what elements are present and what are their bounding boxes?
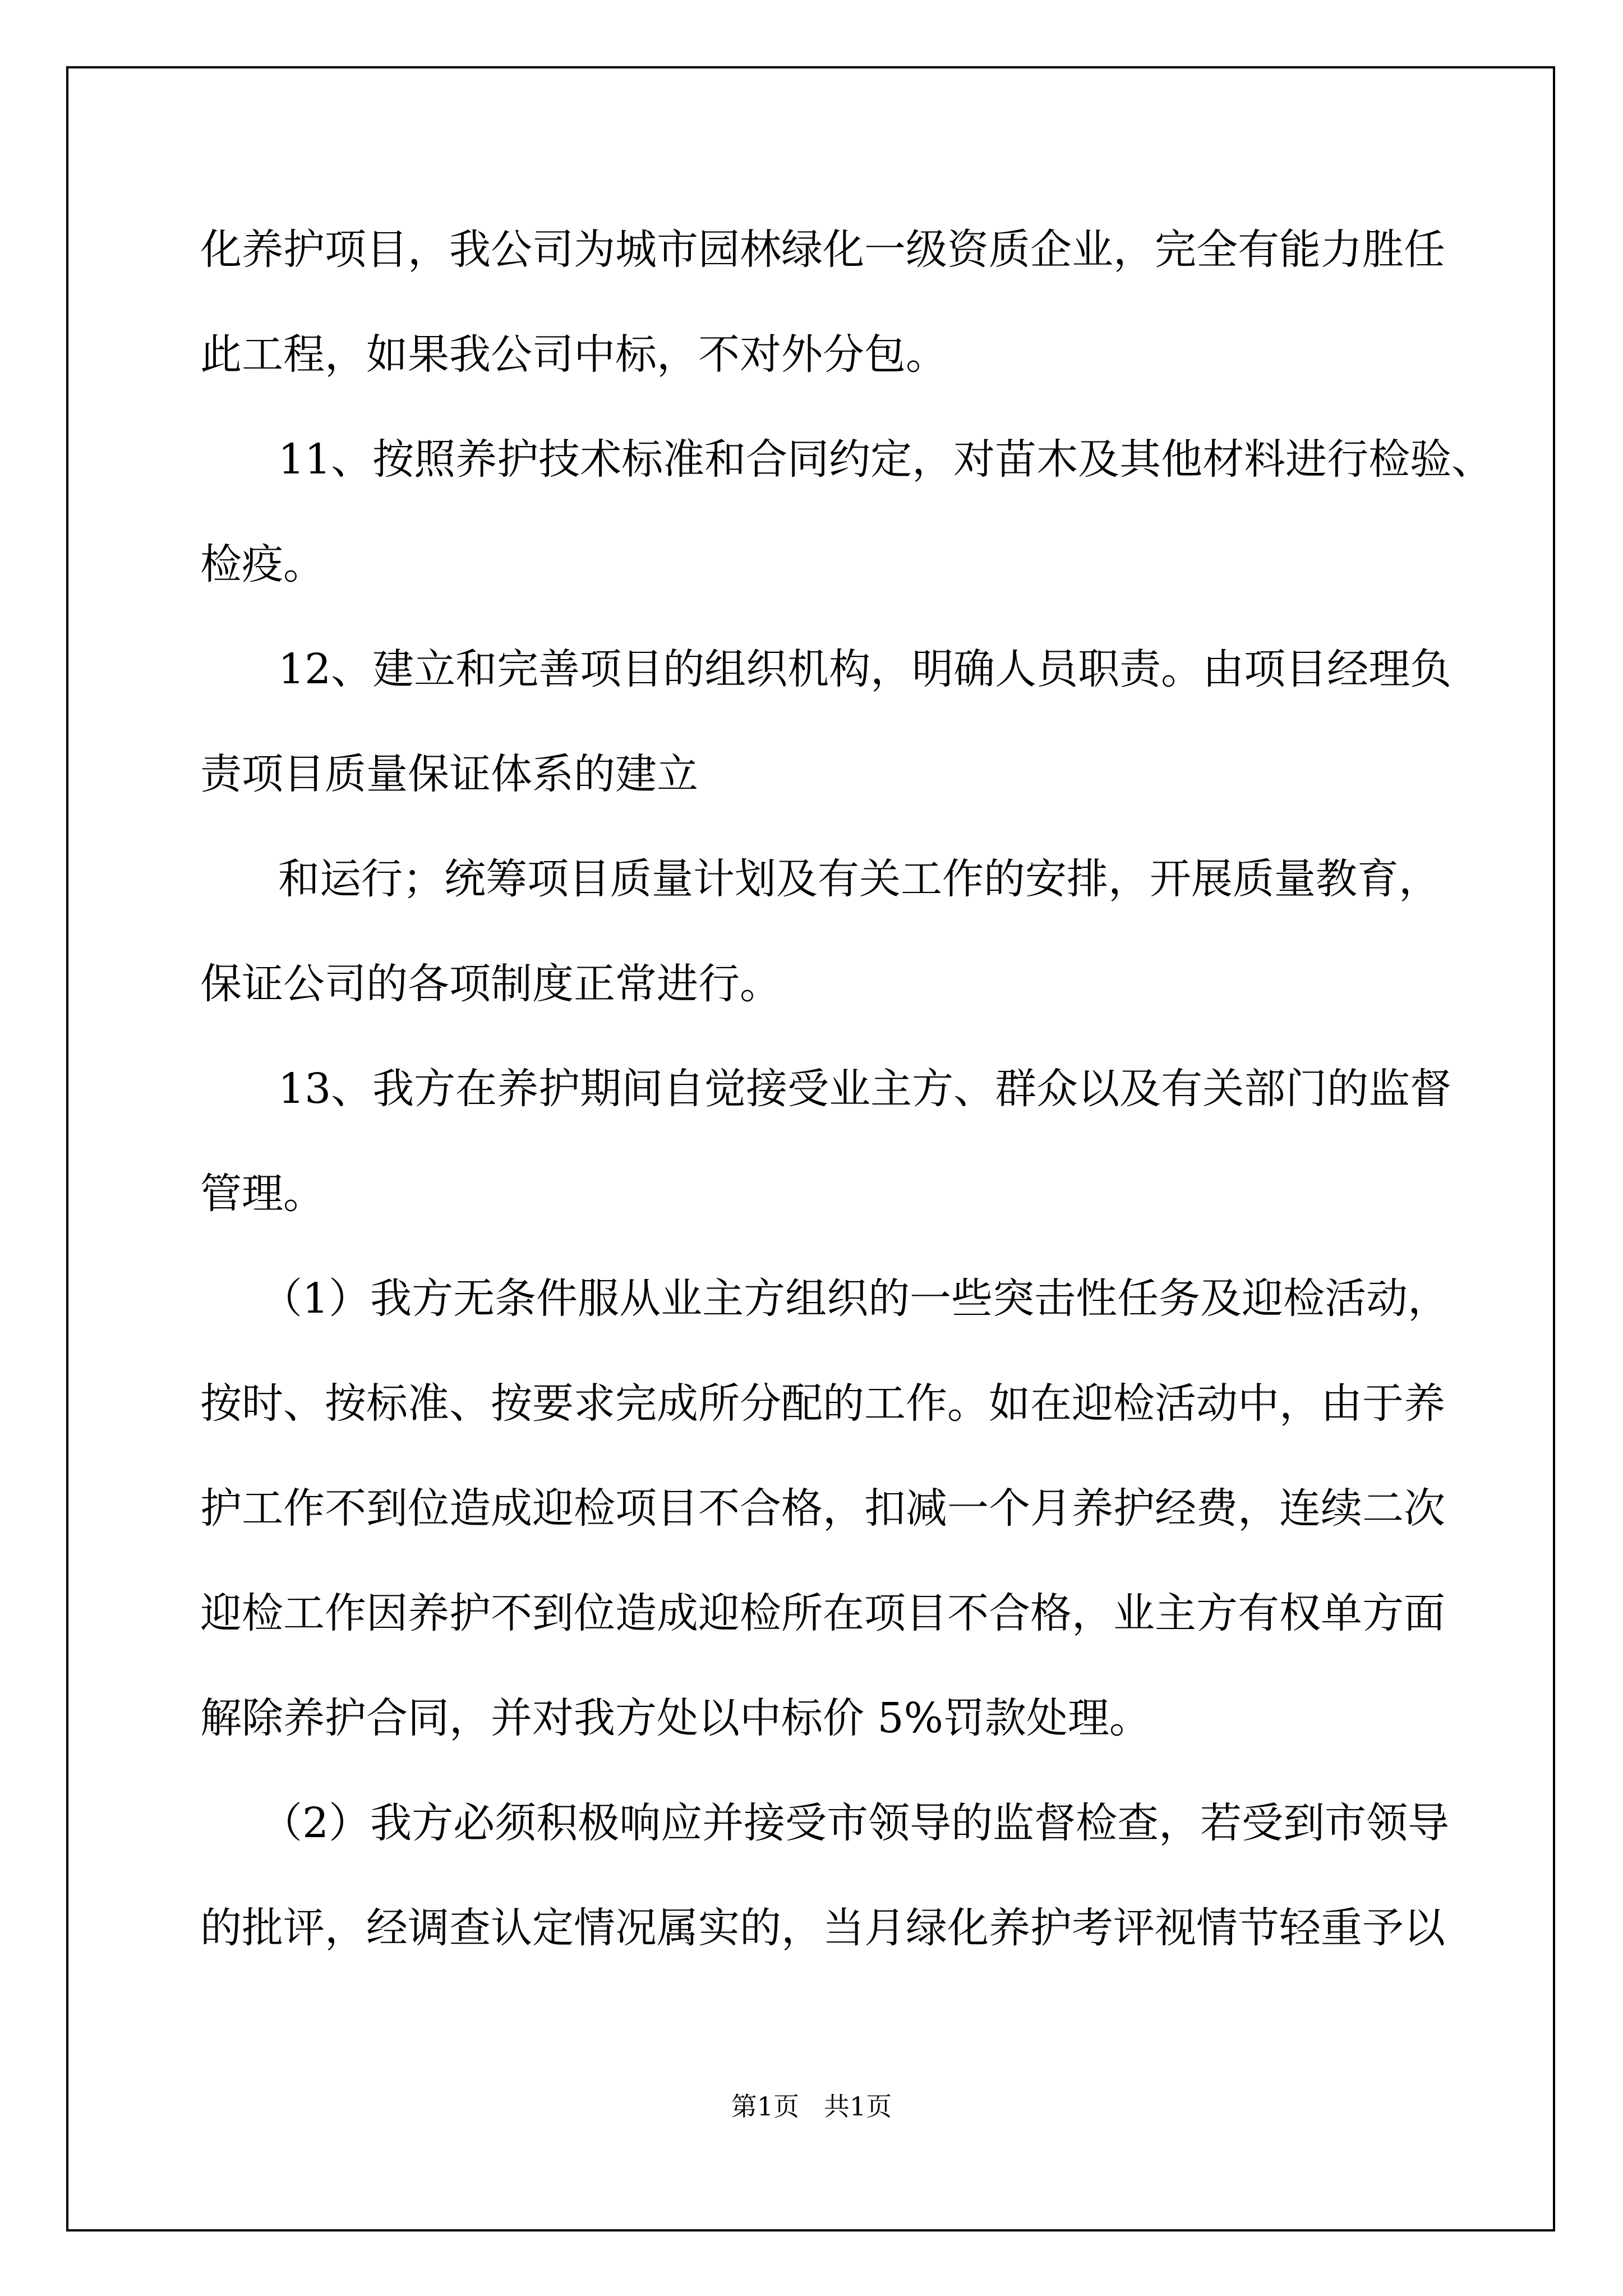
text-line: （2）我方必须积极响应并接受市领导的监督检查，若受到市领导 — [261, 1799, 1450, 1847]
text-line: 化养护项目，我公司为城市园林绿化一级资质企业，完全有能力胜任 — [200, 226, 1445, 274]
text-line: 11、按照养护技术标准和合同约定，对苗木及其他材料进行检验、 — [278, 435, 1493, 484]
text-line: 12、建立和完善项目的组织机构，明确人员职责。由项目经理负 — [278, 645, 1452, 693]
text-line: 解除养护合同，并对我方处以中标价 5%罚款处理。 — [200, 1694, 1151, 1742]
text-line: 13、我方在养护期间自觉接受业主方、群众以及有关部门的监督 — [278, 1065, 1452, 1113]
text-line: 按时、按标准、按要求完成所分配的工作。如在迎检活动中，由于养 — [200, 1379, 1445, 1428]
text-line: 的批评，经调查认定情况属实的，当月绿化养护考评视情节轻重予以 — [200, 1904, 1445, 1952]
text-line: 和运行；统筹项目质量计划及有关工作的安排，开展质量教育， — [278, 855, 1440, 903]
text-line: 此工程，如果我公司中标，不对外分包。 — [200, 330, 947, 379]
text-line: 检疫。 — [200, 540, 325, 588]
text-line: 保证公司的各项制度正常进行。 — [200, 960, 781, 1008]
text-line: （1）我方无条件服从业主方组织的一些突击性任务及迎检活动， — [261, 1274, 1450, 1323]
text-line: 管理。 — [200, 1170, 325, 1218]
text-line: 迎检工作因养护不到位造成迎检所在项目不合格，业主方有权单方面 — [200, 1589, 1445, 1637]
page-number-footer: 第1页 共1页 — [731, 2091, 892, 2122]
text-line: 责项目质量保证体系的建立 — [200, 750, 698, 798]
text-line: 护工作不到位造成迎检项目不合格，扣减一个月养护经费，连续二次 — [200, 1484, 1445, 1533]
